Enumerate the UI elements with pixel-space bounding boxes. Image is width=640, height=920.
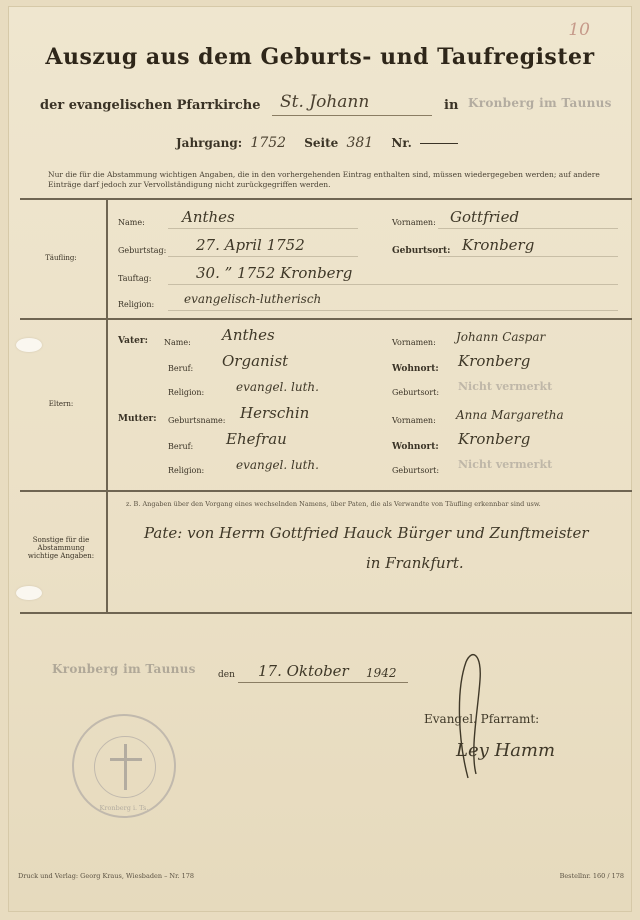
child-baptism: 30. ” 1752 Kronberg [196,264,353,282]
mother-label: Mutter: [118,414,157,424]
child-birthdate-label: Geburtstag: [118,246,167,255]
father-rel: evangel. luth. [236,380,319,394]
rule [438,228,618,229]
cross-icon-bar [110,758,142,761]
church-seal [72,714,176,818]
church-row [40,94,620,120]
child-birthplace: Kronberg [462,236,535,254]
page-label: Seite [304,136,339,150]
year-value: 1752 [250,135,287,151]
mother-home: Kronberg [458,430,531,448]
divider-top [20,198,632,200]
column-divider [106,198,108,612]
nr-label: Nr. [391,136,412,150]
divider-parents [20,318,632,320]
mother-name-label: Geburtsname: [168,416,226,425]
child-surname: Anthes [182,208,235,226]
place-stamp: Kronberg im Taunus [468,96,612,110]
father-job-label: Beruf: [168,364,194,373]
year-label: Jahrgang: [176,136,243,150]
date-underline [238,682,408,683]
divider-other [20,490,632,492]
page-value: 381 [346,135,374,151]
cross-icon [124,744,127,790]
other-hint: z. B. Angaben über den Vorgang eines wechselnden Namens, über Paten, die als Verwandte von Täufling erkennbar sind usw. [126,500,541,508]
rule [168,284,618,285]
other-line-1: Pate: von Herrn Gottfried Hauck Bürger und Zunftmeister [144,524,589,542]
mother-first-label: Vornamen: [392,416,436,425]
seal-text: Kronberg i. Ts. [99,804,149,812]
office-label: Evangel. Pfarramt: [424,712,540,726]
father-bp-label: Geburtsort: [392,388,440,397]
child-surname-label: Name: [118,218,145,227]
church-name: St. Johann [280,92,370,112]
instruction-note: Nur die für die Abstammung wichtigen Angaben, die in den vorhergehenden Eintrag enthalten sind, müssen wiedergegeben werden; auf andere Einträge darf jedoch zur Vervollständigung nicht zurückgegriffen werden. [48,170,600,189]
father-rel-label: Religion: [168,388,205,397]
parents-section-label: Eltern: [48,400,74,408]
closing-place-stamp: Kronberg im Taunus [52,662,196,676]
footer-right: Bestellnr. 160 / 178 [559,872,624,880]
child-baptism-label: Tauftag: [118,274,152,283]
child-religion: evangelisch-lutherisch [184,292,322,306]
corner-mark: 10 [568,20,590,40]
father-bp: Nicht vermerkt [458,380,553,393]
closing-date: 17. Oktober [258,662,349,680]
mother-job: Ehefrau [226,430,287,448]
punch-hole [16,586,42,600]
father-name: Anthes [222,326,275,344]
rule [168,256,358,257]
date-prefix: den [218,670,235,680]
child-firstname: Gottfried [450,208,520,226]
document-page [8,6,632,912]
mother-home-label: Wohnort: [392,442,439,452]
mother-rel-label: Religion: [168,466,205,475]
child-section-label: Täufling: [45,254,77,262]
divider-bottom [20,612,632,614]
signature: Ley Hamm [456,740,556,761]
child-religion-label: Religion: [118,300,155,309]
closing-year: 1942 [366,666,397,680]
father-name-label: Name: [164,338,191,347]
rule [438,256,618,257]
child-firstname-label: Vornamen: [392,218,436,227]
church-label: der evangelischen Pfarrkirche [40,98,261,113]
mother-bp: Nicht vermerkt [458,458,553,471]
mother-job-label: Beruf: [168,442,194,451]
punch-hole [16,338,42,352]
mother-rel: evangel. luth. [236,458,319,472]
nr-blank [420,143,458,144]
footer-left: Druck und Verlag: Georg Kraus, Wiesbaden – Nr. 178 [18,872,195,880]
document-title: Auszug aus dem Geburts- und Taufregister [45,44,595,70]
mother-first: Anna Margaretha [456,408,564,422]
mother-name: Herschin [240,404,310,422]
rule [168,228,358,229]
father-first: Johann Caspar [456,330,546,344]
mother-bp-label: Geburtsort: [392,466,440,475]
father-home-label: Wohnort: [392,364,439,374]
father-job: Organist [222,352,289,370]
in-label: in [444,98,459,113]
father-label: Vater: [118,336,148,346]
church-underline [272,115,432,116]
child-birthplace-label: Geburtsort: [392,246,451,256]
other-line-2: in Frankfurt. [366,554,464,572]
father-home: Kronberg [458,352,531,370]
register-row [176,135,462,151]
rule [168,310,618,311]
other-section-label: Sonstige für die Abstammung wichtige Angaben: [27,536,95,560]
father-first-label: Vornamen: [392,338,436,347]
child-birthdate: 27. April 1752 [196,236,305,254]
